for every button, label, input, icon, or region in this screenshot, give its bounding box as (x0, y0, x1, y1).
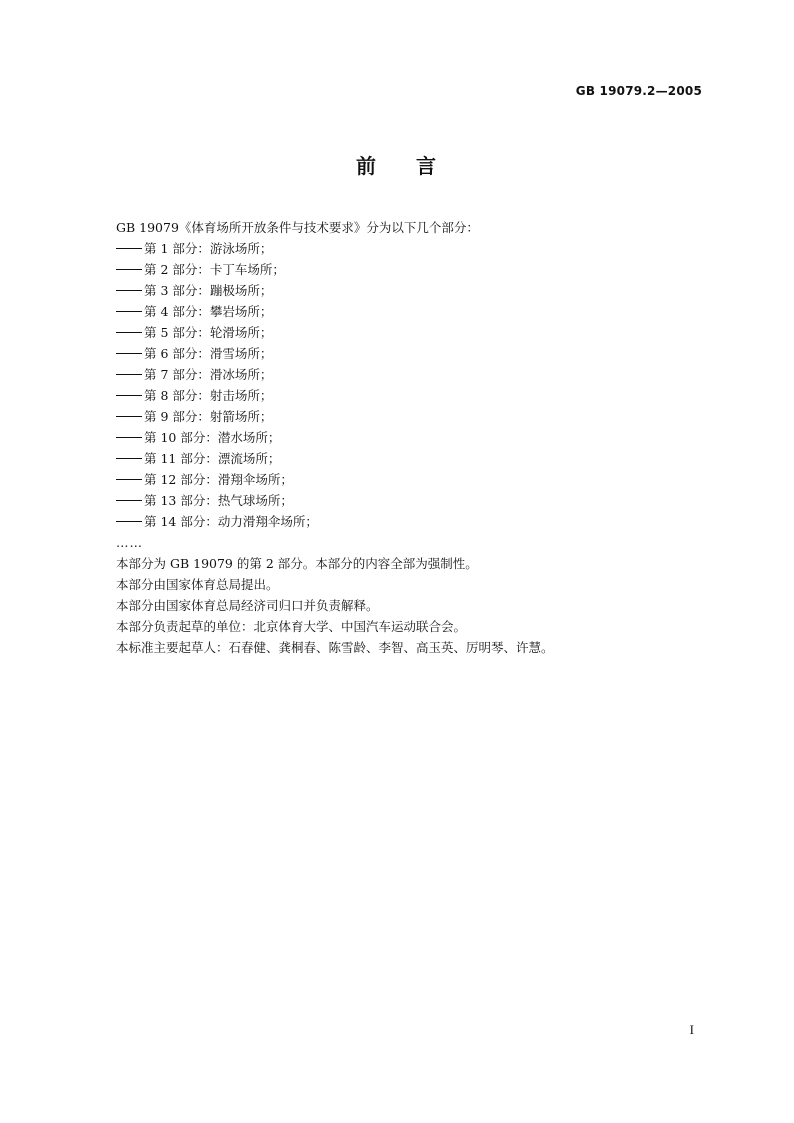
em-dash-marker (116, 290, 142, 291)
part-list-item (116, 259, 716, 280)
part-label: 第 2 部分：卡丁车场所； (144, 262, 285, 277)
part-list-item (116, 427, 716, 448)
page-number: I (689, 1022, 694, 1037)
em-dash-marker (116, 353, 142, 354)
em-dash-marker (116, 458, 142, 459)
part-list-item (116, 322, 716, 343)
em-dash-marker (116, 332, 142, 333)
page-title (0, 150, 794, 179)
paragraph-drafting-units: 本部分负责起草的单位：北京体育大学、中国汽车运动联合会。 (116, 619, 467, 634)
paragraph-administrator: 本部分由国家体育总局经济司归口并负责解释。 (116, 598, 379, 613)
paragraph-proposer: 本部分由国家体育总局提出。 (116, 577, 279, 592)
part-label: 第 5 部分：轮滑场所； (144, 325, 273, 340)
part-label: 第 4 部分：攀岩场所； (144, 304, 273, 319)
foreword-body (116, 217, 716, 658)
part-list-item (116, 238, 716, 259)
standard-number: GB 19079.2—2005 (575, 84, 702, 98)
em-dash-marker (116, 395, 142, 396)
part-list-item (116, 343, 716, 364)
part-list-item (116, 490, 716, 511)
part-list-item (116, 301, 716, 322)
em-dash-marker (116, 521, 142, 522)
part-label: 第 11 部分：漂流场所； (144, 451, 281, 466)
title-char-2: 言 (416, 154, 438, 178)
part-label: 第 8 部分：射击场所； (144, 388, 273, 403)
part-list-item (116, 364, 716, 385)
em-dash-marker (116, 269, 142, 270)
intro-line: GB 19079《体育场所开放条件与技术要求》分为以下几个部分： (116, 220, 479, 235)
part-label: 第 13 部分：热气球场所； (144, 493, 293, 508)
em-dash-marker (116, 311, 142, 312)
part-list-item (116, 469, 716, 490)
part-label: 第 9 部分：射箭场所； (144, 409, 273, 424)
part-label: 第 7 部分：滑冰场所； (144, 367, 273, 382)
em-dash-marker (116, 416, 142, 417)
part-label: 第 6 部分：滑雪场所； (144, 346, 273, 361)
paragraph-drafters: 本标准主要起草人：石春健、龚桐春、陈雪龄、李智、高玉英、厉明琴、许慧。 (116, 640, 554, 655)
list-ellipsis: …… (116, 535, 143, 550)
part-label: 第 3 部分：蹦极场所； (144, 283, 273, 298)
part-list-item (116, 511, 716, 532)
part-label: 第 10 部分：潜水场所； (144, 430, 281, 445)
em-dash-marker (116, 374, 142, 375)
part-label: 第 1 部分：游泳场所； (144, 241, 273, 256)
part-label: 第 12 部分：滑翔伞场所； (144, 472, 293, 487)
em-dash-marker (116, 479, 142, 480)
title-char-1: 前 (356, 154, 378, 178)
part-label: 第 14 部分：动力滑翔伞场所； (144, 514, 318, 529)
part-list-item (116, 406, 716, 427)
part-list-item (116, 448, 716, 469)
em-dash-marker (116, 248, 142, 249)
paragraph-scope: 本部分为 GB 19079 的第 2 部分。本部分的内容全部为强制性。 (116, 556, 478, 571)
part-list-item (116, 280, 716, 301)
part-list-item (116, 385, 716, 406)
em-dash-marker (116, 437, 142, 438)
em-dash-marker (116, 500, 142, 501)
